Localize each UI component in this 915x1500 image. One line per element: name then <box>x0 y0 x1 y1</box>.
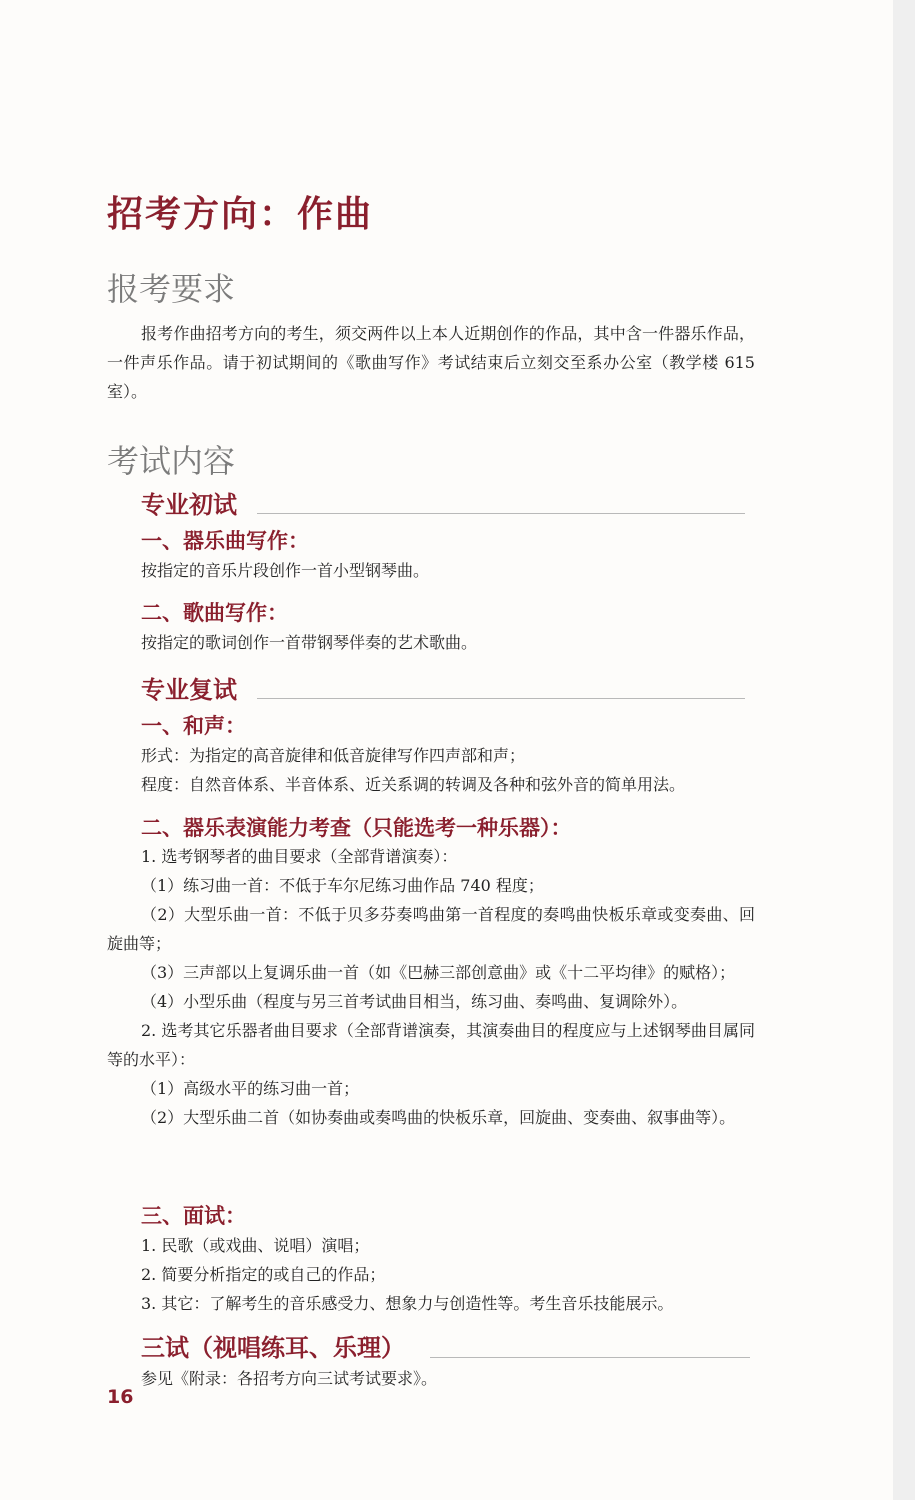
harmony-level-text: 程度：自然音体系、半音体系、近关系调的转调及各种和弦外音的简单用法。 <box>141 775 686 794</box>
list-item: 2. 简要分析指定的或自己的作品； <box>141 1265 386 1284</box>
subhead-harmony: 一、和声： <box>141 714 246 738</box>
list-item: （1）高级水平的练习曲一首； <box>141 1079 360 1098</box>
list-item: （2）大型乐曲一首：不低于贝多芬奏鸣曲第一首程度的奏鸣曲快板乐章或变奏曲、回旋曲等； <box>107 905 755 953</box>
list-item: 3. 其它：了解考生的音乐感受力、想象力与创造性等。考生音乐技能展示。 <box>141 1294 674 1313</box>
list-item: （1）练习曲一首：不低于车尔尼练习曲作品 740 程度； <box>141 876 544 895</box>
list-item: （3）三声部以上复调乐曲一首（如《巴赫三部创意曲》或《十二平均律》的赋格）； <box>141 963 736 982</box>
list-item: （4）小型乐曲（程度与另三首考试曲目相当，练习曲、奏鸣曲、复调除外）。 <box>141 992 688 1011</box>
subhead-instrument-performance: 二、器乐表演能力考查（只能选考一种乐器）： <box>141 816 572 840</box>
stage-title-preliminary: 专业初试 <box>141 491 237 519</box>
section-title-requirements: 报考要求 <box>107 270 236 308</box>
main-title: 招考方向：作曲 <box>107 194 374 235</box>
harmony-form-text: 形式：为指定的高音旋律和低音旋律写作四声部和声； <box>141 746 526 765</box>
list-item: 1. 民歌（或戏曲、说唱）演唱； <box>141 1236 370 1255</box>
page-number: 16 <box>107 1386 134 1408</box>
stage-title-third: 三试（视唱练耳、乐理） <box>141 1334 405 1362</box>
subhead-instrumental-writing: 一、器乐曲写作： <box>141 529 309 553</box>
stage-rule <box>257 513 745 514</box>
stage-rule <box>430 1357 750 1358</box>
instrument-requirements <box>107 842 755 1132</box>
page-edge <box>893 0 915 1500</box>
interview-items <box>107 1231 755 1318</box>
instrumental-writing-text: 按指定的音乐片段创作一首小型钢琴曲。 <box>141 561 430 580</box>
list-item: （2）大型乐曲二首（如协奏曲或奏鸣曲的快板乐章，回旋曲、变奏曲、叙事曲等）。 <box>141 1108 736 1127</box>
stage-title-reexam: 专业复试 <box>141 676 237 704</box>
section-title-content: 考试内容 <box>107 442 236 480</box>
song-writing-text: 按指定的歌词创作一首带钢琴伴奏的艺术歌曲。 <box>141 633 478 652</box>
third-exam-text: 参见《附录：各招考方向三试考试要求》。 <box>141 1369 438 1388</box>
requirements-paragraph: 报考作曲招考方向的考生，须交两件以上本人近期创作的作品，其中含一件器乐作品，一件声乐作品。请于初试期间的《歌曲写作》考试结束后立刻交至系办公室（教学楼 615 室）。 <box>107 324 755 401</box>
subhead-interview: 三、面试： <box>141 1204 246 1228</box>
subhead-song-writing: 二、歌曲写作： <box>141 601 288 625</box>
list-item: 1. 选考钢琴者的曲目要求（全部背谱演奏）： <box>141 847 458 866</box>
stage-rule <box>257 698 745 699</box>
list-item: 2. 选考其它乐器者曲目要求（全部背谱演奏，其演奏曲目的程度应与上述钢琴曲目属同等的水平）： <box>107 1021 755 1069</box>
